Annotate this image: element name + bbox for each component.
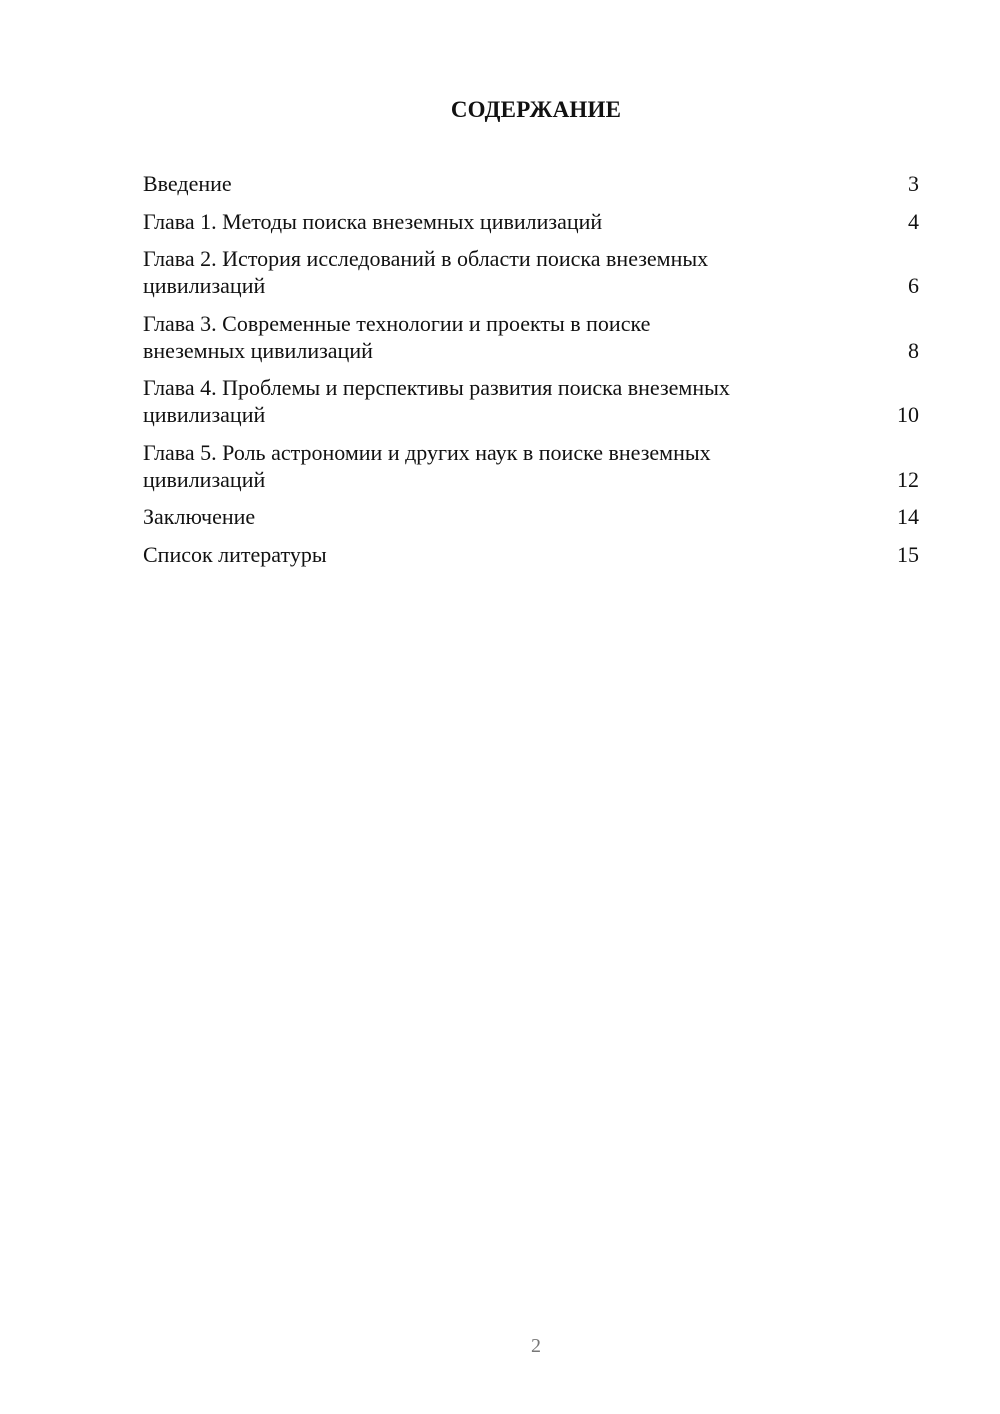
toc-entry-label: Заключение	[143, 504, 256, 529]
toc-entry-chapter-2[interactable]	[143, 245, 919, 299]
toc-entry-label: Список литературы	[143, 541, 327, 567]
toc-entry-label: Глава 5. Роль астрономии и других наук в поиске внеземных цивилизаций	[143, 439, 711, 492]
toc-entry-page: 10	[897, 402, 919, 427]
toc-entry-page: 12	[897, 466, 919, 492]
toc-entry-page: 8	[908, 337, 919, 363]
toc-entry-chapter-4[interactable]	[143, 374, 919, 428]
page-number: 2	[531, 1335, 541, 1357]
toc-entry-label: Глава 4. Проблемы и перспективы развития поиска внеземных цивилизаций	[143, 375, 730, 427]
toc-entry-label: Глава 3. Современные технологии и проекты в поиске внеземных цивилизаций	[143, 310, 651, 363]
toc-entry-label: Глава 1. Методы поиска внеземных цивилизаций	[143, 208, 603, 234]
toc-entry-references[interactable]	[143, 541, 919, 568]
toc-entry-chapter-5[interactable]	[143, 439, 919, 493]
toc-entry-chapter-1[interactable]	[143, 208, 919, 235]
table-of-contents	[143, 170, 919, 578]
toc-entry-label: Введение	[143, 171, 232, 196]
toc-entry-introduction[interactable]	[143, 170, 919, 197]
toc-entry-page: 14	[897, 504, 919, 529]
toc-entry-page: 3	[908, 171, 919, 196]
toc-title: СОДЕРЖАНИЕ	[450, 97, 622, 122]
toc-entry-page: 4	[908, 208, 919, 234]
toc-entry-conclusion[interactable]	[143, 503, 919, 530]
toc-entry-page: 15	[897, 541, 919, 567]
toc-entry-label: Глава 2. История исследований в области поиска внеземных цивилизаций	[143, 246, 709, 298]
toc-entry-chapter-3[interactable]	[143, 310, 919, 364]
toc-entry-page: 6	[908, 273, 919, 298]
